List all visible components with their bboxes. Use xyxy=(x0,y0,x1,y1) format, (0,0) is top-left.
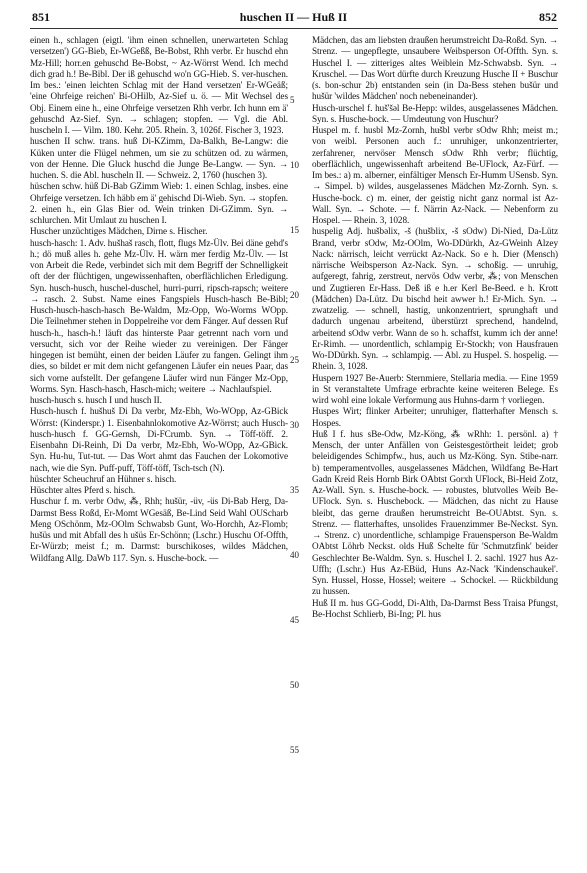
page-number-right: 852 xyxy=(539,10,557,24)
entry-hueschen: hüschen schw. hüß Di-Bab GZimm Wieb: 1. einen Schlag, insbes. eine Ohrfeige versetzen. Ich häbb em ä' gehischd Di-Wieb. Syn. → stopfen. 2. einen h., ein Glas Bier od. Wein trinken Di-GZimm. Syn. → schlurchen. Mit Umlaut zu huschen I. xyxy=(30,181,288,225)
line-number: 10 xyxy=(290,160,299,170)
entry-huss-i: Huß I f. hus sBe-Odw, Mz-Köng, ⁂ wRhh: 1. persönl. a) † Mensch, der unter Anfällen von Geistesgestörtheit leidet; grob beleidigendes Schimpfw., hus, auch us Mz-Köng. Syn. Stibe-narr. b) temperamentvolles, ausgelassenes Mädchen, Wildfang Be-Hart Gadn Kreid Reis Hornb Birk OAbtst Gorxh UFlock, Bi-Heid Zotz, Az-Wall. Syn. s. Husche-bock. — robustes, blutvolles Weib Be-UFlock. Syn. s. Huschebock. — Mädchen, das nicht zu Hause bleibt, das gerne draußen herumstreicht Be-OUAbtst. Syn. s. Strenz. — flatterhaftes, unsolides Frauenzimmer Be-Neckst. Syn. → Strenz. c) unordentliche, schlampige Frauensperson Be-Waldm OAbtst Löhrb Neckst. olds Huß Schelte für 'Schmutzfink' beider Geschlechter Be-Waldm. Syn. s. Huschel I. 2. sachl. 1927 hus Az-Uffh; (Lschr.) Hus Az-EBüd, Huns Az-Nack 'Kindenschaukel'. Syn. Hussel, Hosse, Hossel; weitere → Schockel. — Rückbildung zu hussen. xyxy=(312,428,558,597)
entry-huscher: Huscher unzüchtiges Mädchen, Dirne s. Hischer. xyxy=(30,226,208,237)
line-number: 25 xyxy=(290,355,299,365)
left-column xyxy=(30,35,288,564)
entry-huspern: Huspern 1927 Be-Auerb: Sternmiere, Stellaria media. — Eine 1959 in St veranstaltete Umfrage erbrachte keine weiteren Belege. Es wird wohl eine lokale Verformung aus Huhns-darm † vorliegen. xyxy=(312,372,558,405)
right-column xyxy=(312,35,558,620)
entry-huschen-i-cont: einen h., schlagen (eigtl. 'ihm einen schnellen, unerwarteten Schlag versetzen') GG-Bieb, Er-WGeßß, Be-Bobst, Rhh verbr. Er huschd ehn Mz-Hill; horr.en gehuschd Be-Bobst, ~ Az-Wörrst Wend. Ich mechd dich grad h.! Be-Bibl. Der iß gehuschd wo'n GG-Hieb. S. ver-huschen. Im bes.: 'einen leichten Schlag mit der Hand versetzen' Er-WGeäß; 'eine Ohrfeige reichen' Bi-OHilb, Az-Sief u. ö. — Mit Wechsel des Obj. Einem eine h., eine Ohrfeige versetzen Rhh verbr. Ich hunn em ä' gehuschd Az-Sief. Syn. → schlagen; stopfen. — Vgl. die Abl. huscheln I. — Vilm. 180. Kehr. 205. Rhein. 3, 1026f. Fischer 3, 1923. xyxy=(30,35,288,135)
entry-hueschter-pferd: Hüschter altes Pferd s. hisch. xyxy=(30,485,136,495)
entry-huschur-cont: Mädchen, das am liebsten draußen herumstreicht Da-Roßd. Syn. → Strenz. — ungepflegte, unsaubere Weibsperson Of-Offth. Syn. s. Huschel I. — zitteriges altes Weiblein Mz-Schwabsb. Syn. → Kruschel. — Das Wort dürfte durch Kreuzung Husche II + Buschur (s. bon-schur 2b) entstanden sein (in Da-Bess stehen bušür und hušür 'wildes Mädchen' noch nebeneinander). xyxy=(312,35,558,102)
line-number: 55 xyxy=(290,745,299,755)
line-number: 50 xyxy=(290,680,299,690)
entry-huspes: Huspes Wirt; flinker Arbeiter; unruhiger, flatterhafter Mensch s. Hospes. xyxy=(312,406,558,428)
running-title: huschen II — Huß II xyxy=(239,10,348,24)
entry-husch-husch: husch-husch s. husch I und husch II. xyxy=(30,395,162,405)
entry-husch-husch-f: Husch-husch f. hušhuš Di Da verbr, Mz-Ebh, Wo-WOpp, Az-GBick Wörrst: (Kinderspr.) 1. Eisenbahnlokomotive Az-Wörrst; auch Husch-husch-husch f. GG-Gernsh, Di-FCrumb. Syn. → Töff-töff. 2. Eisenbahn Di-Reinh, Di Da verbr, Mz-Ebh, Wo-WOpp, Az-GBick. Syn. Hu-hu, Tut-tut. — Das Wort ahmt das Fauchen der Lokomotive nach, wie die Syn. Puff-puff, Töff-töff, Tsch-tsch (N). xyxy=(30,406,288,473)
entry-huspel: Huspel m. f. husbl Mz-Zornh, hušbl verbr sOdw Rhh; meist m.; von weibl. Personen auch f.: unruhiger, unkonzentrierter, zerfahrener, nervöser Mensch sOdw Rhh verbr; flüchtig, oberflächlich, ungewissenhaft arbeitend Be-UFlock, Az-Fürf. — Im bes.: a) m. alberner, einfältiger Mensch Er-Humm USensb. Syn. → Simpel. b) wildes, ausgelassenes Mädchen Mz-Zornh. Syn. s. Husche-bock. c) m. einer, der geistig nicht ganz normal ist Az-Wall. Syn. → Schote. — f. Närrin Az-Nack. — Nebenform zu Hospel. — Rhein. 3, 1028. xyxy=(312,125,558,225)
line-number: 35 xyxy=(290,485,299,495)
line-number: 30 xyxy=(290,420,299,430)
entry-husch-urschel: Husch-urschel f. huš'šəl Be-Hepp: wildes, ausgelassenes Mädchen. Syn. s. Husche-bock. — Umdeutung von Huschur? xyxy=(312,102,558,124)
entry-huss-ii: Huß II m. hus GG-Godd, Di-Alth, Da-Darmst Bess Traisa Pfungst, Be-Hochst Schlierb, Bi-Ing; Pl. hus xyxy=(312,597,558,619)
entry-husch-hasch: husch-hasch: 1. Adv. hušhaš rasch, flott, flugs Mz-Ülv. Bei däne gehd's h.; dö muß alles h. gehe Mz-Ülv. H. wärn mer ferdig Mz-Ülv. — Ist von Arbeit die Rede, verbindet sich mit dem Begriff der Schnelligkeit oft der der flüchtigen, ungewissenhaften, oberflächlichen Erledigung. Syn. husch-husch, huschel-duschel, hurri-purri, ripsch-rapsch; weitere → rasch. 2. Subst. Name eines Fangspiels Husch-hasch Be-Bibl; Husch-husch-hasch-hasch Be-Waldm, Mz-Opp, Wo-Worms WOpp. Die Teilnehmer stehen in Doppelreihe vor dem Fänger. Auf dessen Ruf husch-h., hasch-h.! läuft das hinterste Paar getrennt nach vorn und versucht, sich vor der Reihe wieder zu vereinigen. Der Fänger hingegen ist bemüht, einen der beiden Läufer zu fangen. Gelingt ihm dies, so bildet er mit dem nicht gefangenen Läufer ein neues Paar, das sich vorne aufstellt. Der gefangene Läufer wird nun Fänger Mz-Opp, Worms. Syn. Hasch-hasch, Hasch-mich; weitere → Nachlaufspiel. xyxy=(30,237,288,394)
line-number: 45 xyxy=(290,615,299,625)
page-number-left: 851 xyxy=(32,10,50,24)
line-number: 5 xyxy=(290,95,295,105)
entry-huspelig: huspelig Adj. hušbəlix, -š (hušblix, -š sOdw) Di-Nied, Da-Lütz Brand, verbr sOdw, Mz-OOlm, Wo-DDürkh, Az-GWeinh Alzey Nack: närrisch, leicht verrückt Az-Nack. So e h. Dier (Mensch) närrische Weibsperson Az-Nack. Syn. → schoßig. — unruhig, aufgeregt, fahrig, zerstreut, nervös Odw verbr, ⁂; von Menschen und Zugtieren Er-Hass. Deß iß e h.er Kerl Be-Beed. e h. Krott (Mädchen) Da-Lütz. Du bischd heit awwer h.! Er-Mich. Syn. → zwatzelig. — schnell, hastig, unkonzentriert, sprunghaft und dadurch ungenau arbeitend, überstürzt sprechend, handelnd, arbeitend sOdw verbr. Wann de so h. schaffst, kumm ich der anne! Er-Rimh. — unordentlich, schlampig Er-Stockh; von Hausfrauen Wo-DDürkh. Syn. → schlampig. — Abl. zu Huspel. S. hospelig. — Rhein. 3, 1028. xyxy=(312,226,558,372)
entry-huschur: Huschur f. m. verbr Odw, ⁂, Rhh; hušür, -üv, -üs Di-Bab Herg, Da-Darmst Bess Roßd, Er-Momt WGesäß, Be-Lind Seid Wahl OUScharb Meng OSchönm, Mz-OOlm Schwabsb Gunt, Wo-Horchh, Az-Flomb; hušüs und mit Abfall des h ušüs Er-Schönn; (Lschr.) Huschu Of-Offth, Er-Würzb; meist f.; m. Darmst: burschikoses, wildes Mädchen, Wildfang Allg. DaWb 117. Syn. s. Husche-bock. — xyxy=(30,496,288,563)
line-number: 15 xyxy=(290,225,299,235)
line-number: 40 xyxy=(290,550,299,560)
entry-huschen-ii: huschen II schw. trans. huß Di-KZimm, Da-Balkh, Be-Langw: die Küken unter die Flügel nehmen, um sie zu schützen od. zu wärmen, von der Henne. Die Gluck huschd die Junge Be-Langw. — Syn. → huchen. S. die Abl. huscheln II. — Schweiz. 2, 1760 (huschen 3). xyxy=(30,136,288,180)
header-rule xyxy=(30,28,558,29)
entry-hueschter: hüschter Scheuchruf an Hühner s. hisch. xyxy=(30,473,177,484)
page-header xyxy=(0,10,587,26)
line-number: 20 xyxy=(290,290,299,300)
